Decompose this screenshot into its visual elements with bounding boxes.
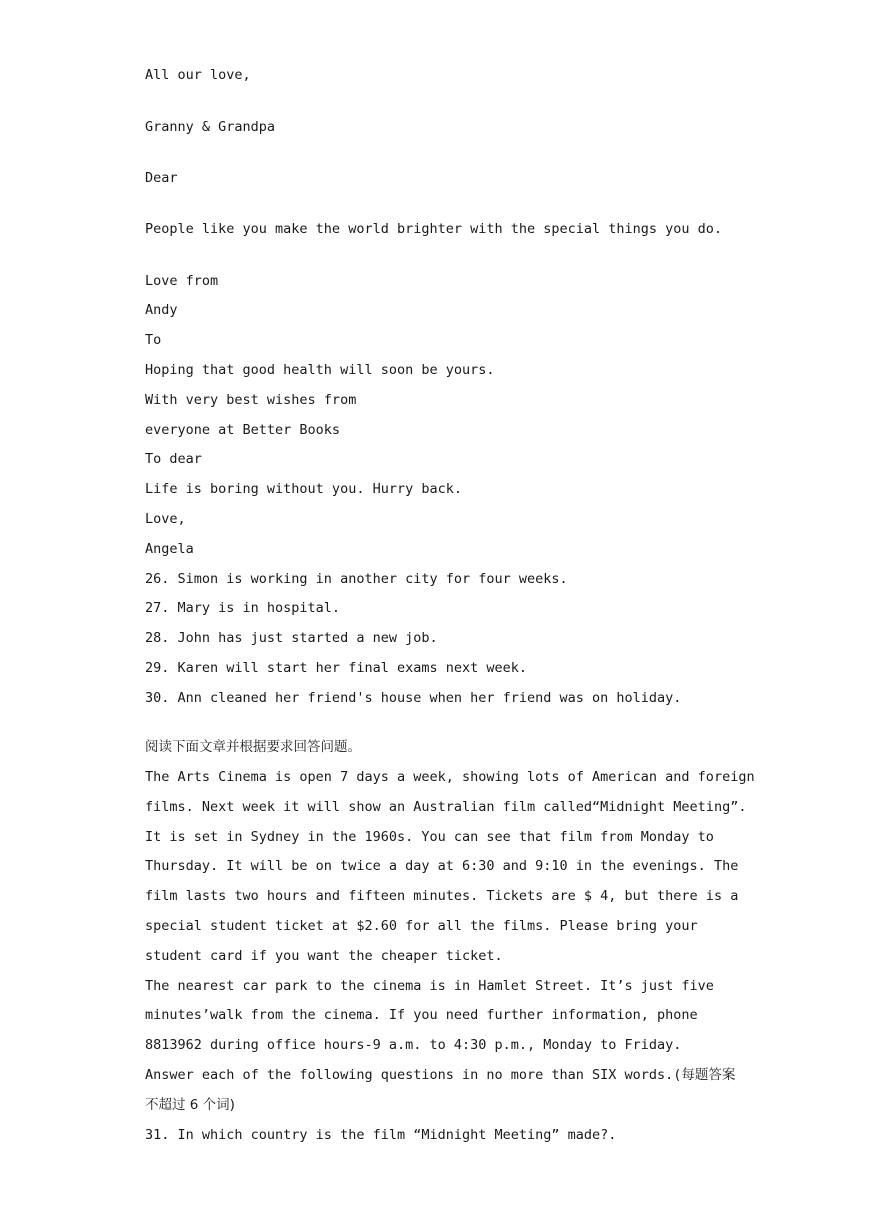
- question-item: 31. In which country is the film “Midnight Meeting” made?.: [145, 1127, 617, 1143]
- passage-line: student card if you want the cheaper ticket.: [145, 948, 503, 964]
- answer-instruction: 不超过 6 个词): [145, 1097, 235, 1113]
- letter-body: Hoping that good health will soon be yours.: [145, 362, 495, 378]
- question-item: 30. Ann cleaned her friend's house when her friend was on holiday.: [145, 690, 682, 706]
- passage-line: special student ticket at $2.60 for all the films. Please bring your: [145, 918, 698, 934]
- letter-body: People like you make the world brighter with the special things you do.: [145, 221, 723, 237]
- letter-salutation: To dear: [145, 451, 202, 467]
- passage-line: The Arts Cinema is open 7 days a week, showing lots of American and foreign: [145, 769, 755, 785]
- letter-signature: Granny & Grandpa: [145, 119, 276, 135]
- letter-body: Life is boring without you. Hurry back.: [145, 481, 462, 497]
- passage-line: It is set in Sydney in the 1960s. You can see that film from Monday to: [145, 829, 714, 845]
- letter-signature: everyone at Better Books: [145, 422, 341, 438]
- passage-line: The nearest car park to the cinema is in Hamlet Street. It’s just five: [145, 978, 714, 994]
- question-item: 28. John has just started a new job.: [145, 630, 438, 646]
- passage-line: films. Next week it will show an Australian film called“Midnight Meeting”.: [145, 799, 747, 815]
- letter-salutation: Dear: [145, 170, 178, 186]
- question-item: 26. Simon is working in another city for four weeks.: [145, 571, 568, 587]
- answer-instruction: Answer each of the following questions in no more than SIX words.(每题答案: [145, 1067, 736, 1083]
- question-item: 29. Karen will start her final exams next week.: [145, 660, 528, 676]
- section-instruction: 阅读下面文章并根据要求回答问题。: [145, 739, 361, 755]
- letter-closing: With very best wishes from: [145, 392, 357, 408]
- letter-signature: Angela: [145, 541, 194, 557]
- letter-salutation: To: [145, 332, 162, 348]
- letter-signature: Andy: [145, 302, 178, 318]
- passage-line: minutes’walk from the cinema. If you need further information, phone: [145, 1007, 698, 1023]
- question-item: 27. Mary is in hospital.: [145, 600, 341, 616]
- passage-line: Thursday. It will be on twice a day at 6:30 and 9:10 in the evenings. The: [145, 858, 739, 874]
- letter-closing: All our love,: [145, 67, 251, 83]
- passage-line: 8813962 during office hours-9 a.m. to 4:30 p.m., Monday to Friday.: [145, 1037, 682, 1053]
- passage-line: film lasts two hours and fifteen minutes. Tickets are $ 4, but there is a: [145, 888, 739, 904]
- letter-closing: Love,: [145, 511, 186, 527]
- letter-closing: Love from: [145, 273, 219, 289]
